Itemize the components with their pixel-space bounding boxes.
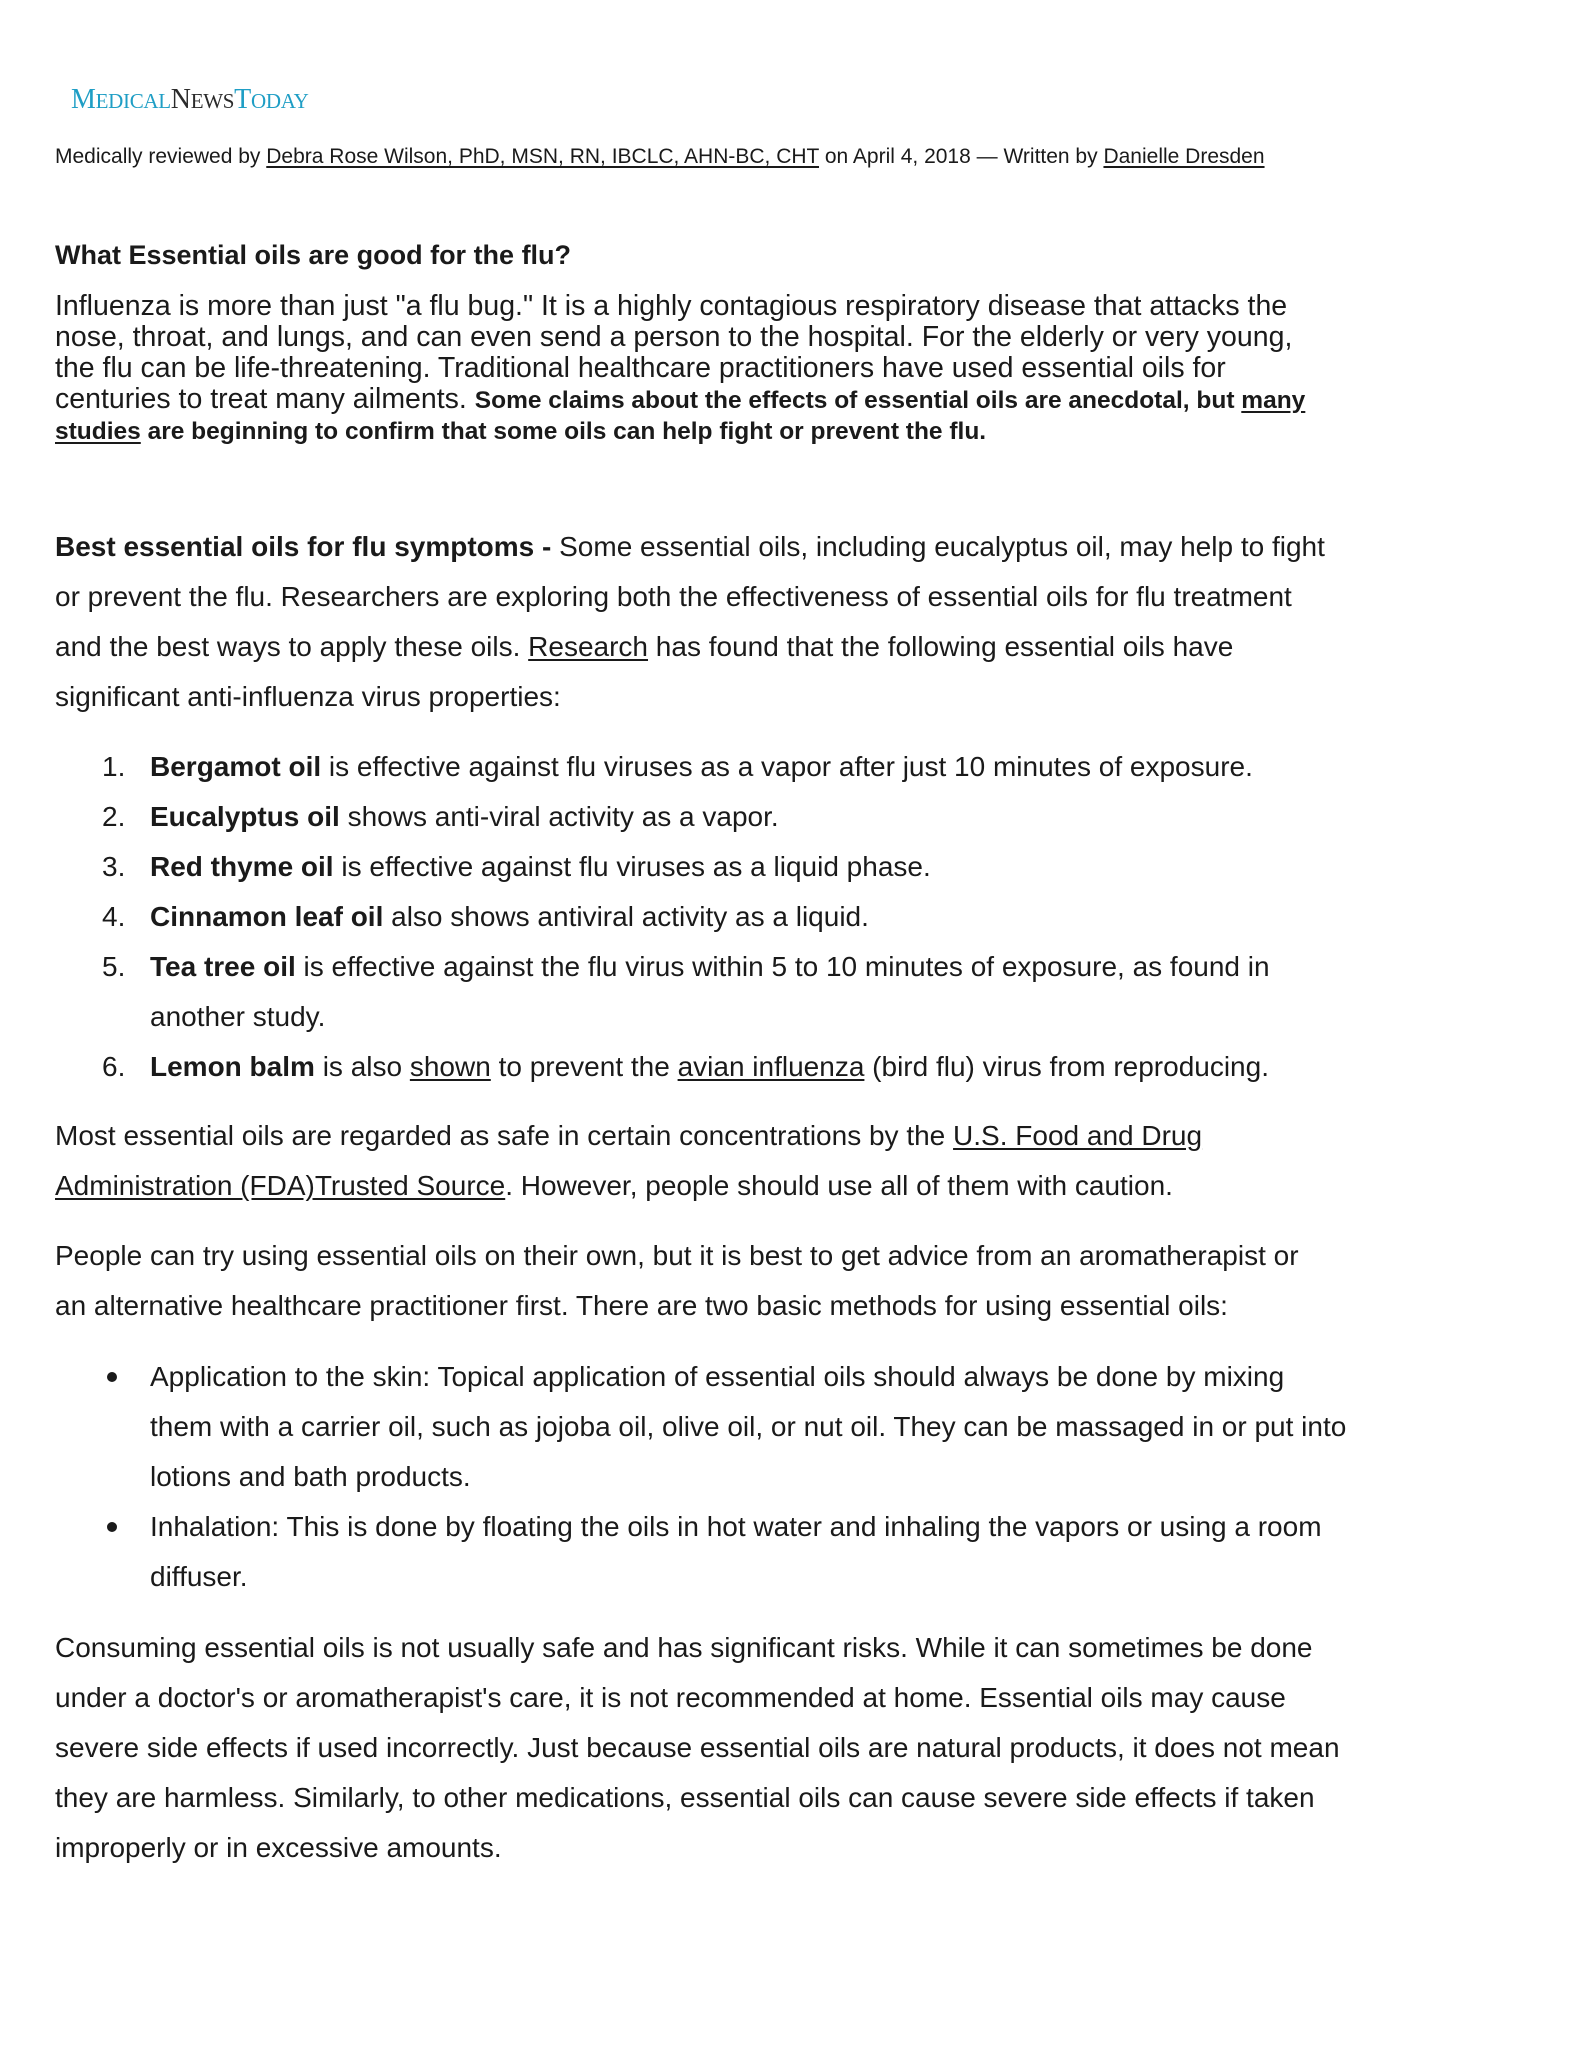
best-oils-paragraph — [55, 522, 1535, 722]
oil-name: Lemon balm — [150, 1051, 315, 1082]
oil-description: is effective against flu viruses as a liquid phase. — [333, 851, 931, 882]
list-number: 1. — [102, 751, 126, 782]
logo-initial-t: T — [234, 84, 251, 115]
bullet-icon — [107, 1372, 117, 1382]
oil-description: is also — [314, 1051, 410, 1082]
intro-bold-text: Some claims about the effects of essential oils are anecdotal, but — [474, 387, 1242, 414]
logo-word-today: ODAY — [250, 89, 309, 113]
paragraph-line — [55, 522, 1535, 572]
paragraph-line: People can try using essential oils on their own, but it is best to get advice from an aromatherapist or — [55, 1240, 1299, 1271]
logo-word-news: EWS — [190, 89, 235, 113]
paragraph-text: Most essential oils are regarded as safe in certain concentrations by the — [55, 1120, 954, 1151]
paragraph-text: and the best ways to apply these oils. — [55, 631, 529, 662]
bullet-text: lotions and bath products. — [150, 1461, 471, 1492]
bullet-text: Inhalation: This is done by floating the oils in hot water and inhaling the vapors or using a room — [150, 1511, 1322, 1542]
list-item — [55, 792, 1535, 842]
paragraph-text: has found that the following essential oils have — [648, 631, 1234, 662]
bullet-item-continuation — [55, 1402, 1535, 1452]
paragraph-text: . However, people should use all of them with caution. — [505, 1170, 1173, 1201]
oil-list — [55, 742, 1535, 1092]
list-item — [55, 1042, 1535, 1092]
bullet-item-continuation — [55, 1552, 1535, 1602]
logo-initial-n: N — [170, 84, 191, 115]
list-number: 3. — [102, 851, 126, 882]
oil-description: shows anti-viral activity as a vapor. — [339, 801, 779, 832]
fda-link-cont[interactable]: Administration (FDA)Trusted Source — [55, 1170, 506, 1201]
list-item-continuation — [55, 992, 1535, 1042]
paragraph-line: they are harmless. Similarly, to other medications, essential oils can cause severe side effects if taken — [55, 1782, 1315, 1813]
paragraph-line: severe side effects if used incorrectly. Just because essential oils are natural products, it does not mean — [55, 1732, 1340, 1763]
logo-initial-m: M — [71, 84, 96, 115]
list-text — [150, 742, 1253, 792]
intro-text: centuries to treat many ailments. — [55, 383, 475, 415]
list-text — [150, 1042, 1269, 1092]
oil-description: is effective against flu viruses as a vapor after just 10 minutes of exposure. — [321, 751, 1253, 782]
shown-link[interactable]: shown — [409, 1051, 491, 1082]
byline-middle: on April 4, 2018 — Written by — [819, 145, 1104, 168]
oil-description: to prevent the — [490, 1051, 678, 1082]
list-text — [150, 942, 1270, 992]
oil-name: Tea tree oil — [150, 951, 296, 982]
paragraph-line: significant anti-influenza virus properties: — [55, 681, 561, 712]
reviewer-link[interactable]: Debra Rose Wilson, PhD, MSN, RN, IBCLC, AHN-BC, CHT — [266, 145, 820, 168]
avian-influenza-link[interactable]: avian influenza — [677, 1051, 865, 1082]
list-number: 4. — [102, 901, 126, 932]
list-number: 5. — [102, 951, 126, 982]
oil-name: Bergamot oil — [150, 751, 322, 782]
bullet-item — [55, 1352, 1535, 1402]
paragraph-text: Some essential oils, including eucalyptus oil, may help to fight — [559, 531, 1325, 562]
bullet-icon — [107, 1522, 117, 1532]
oil-description: also shows antiviral activity as a liquid. — [383, 901, 869, 932]
bullet-item — [55, 1502, 1535, 1552]
list-text — [150, 892, 869, 942]
paragraph-line: an alternative healthcare practitioner first. There are two basic methods for using essential oils: — [55, 1290, 1228, 1321]
intro-paragraph — [55, 291, 1485, 446]
list-item — [55, 842, 1535, 892]
warning-paragraph — [55, 1623, 1535, 1873]
bullet-text: them with a carrier oil, such as jojoba oil, olive oil, or nut oil. They can be massaged in or put into — [150, 1411, 1347, 1442]
intro-bold-text: are beginning to confirm that some oils can help fight or prevent the flu. — [140, 418, 987, 445]
paragraph-line: or prevent the flu. Researchers are exploring both the effectiveness of essential oils for flu treatment — [55, 581, 1292, 612]
fda-paragraph — [55, 1111, 1535, 1211]
list-number: 2. — [102, 801, 126, 832]
bullet-item-continuation — [55, 1452, 1535, 1502]
intro-line — [55, 415, 1485, 446]
byline — [55, 143, 1265, 171]
methods-list — [55, 1352, 1535, 1602]
paragraph-line — [55, 1161, 1535, 1211]
many-studies-link-cont[interactable]: studies — [55, 418, 141, 445]
bullet-text: Application to the skin: Topical application of essential oils should always be done by mixing — [150, 1361, 1285, 1392]
oil-name: Cinnamon leaf oil — [150, 901, 384, 932]
list-text — [150, 792, 779, 842]
author-link[interactable]: Danielle Dresden — [1103, 145, 1265, 168]
oil-name: Red thyme oil — [150, 851, 334, 882]
paragraph-line: improperly or in excessive amounts. — [55, 1832, 502, 1863]
article-heading: What Essential oils are good for the flu? — [55, 240, 572, 270]
best-oils-lead: Best essential oils for flu symptoms - — [55, 531, 560, 562]
site-logo[interactable] — [71, 84, 309, 117]
research-link[interactable]: Research — [528, 631, 649, 662]
many-studies-link[interactable]: many — [1241, 387, 1306, 414]
paragraph-line — [55, 622, 1535, 672]
paragraph-line: Consuming essential oils is not usually safe and has significant risks. While it can sometimes be done — [55, 1632, 1313, 1663]
fda-link[interactable]: U.S. Food and Drug — [953, 1120, 1203, 1151]
list-text — [150, 842, 931, 892]
methods-intro-paragraph — [55, 1231, 1535, 1331]
logo-word-medical: EDICAL — [95, 89, 171, 113]
list-item — [55, 942, 1535, 992]
list-text: another study. — [150, 1001, 326, 1032]
oil-description: (bird flu) virus from reproducing. — [864, 1051, 1269, 1082]
oil-description: is effective against the flu virus within 5 to 10 minutes of exposure, as found in — [295, 951, 1270, 982]
intro-line: nose, throat, and lungs, and can even send a person to the hospital. For the elderly or very young, — [55, 321, 1293, 353]
oil-name: Eucalyptus oil — [150, 801, 340, 832]
intro-line — [55, 384, 1485, 415]
list-item — [55, 892, 1535, 942]
bullet-text: diffuser. — [150, 1561, 248, 1592]
paragraph-line — [55, 1111, 1535, 1161]
byline-prefix: Medically reviewed by — [55, 145, 267, 168]
intro-line: Influenza is more than just "a flu bug." It is a highly contagious respiratory disease that attacks the — [55, 290, 1288, 322]
paragraph-line: under a doctor's or aromatherapist's care, it is not recommended at home. Essential oils may cause — [55, 1682, 1286, 1713]
intro-line: the flu can be life-threatening. Traditional healthcare practitioners have used essential oils for — [55, 352, 1226, 384]
list-item — [55, 742, 1535, 792]
list-number: 6. — [102, 1051, 126, 1082]
